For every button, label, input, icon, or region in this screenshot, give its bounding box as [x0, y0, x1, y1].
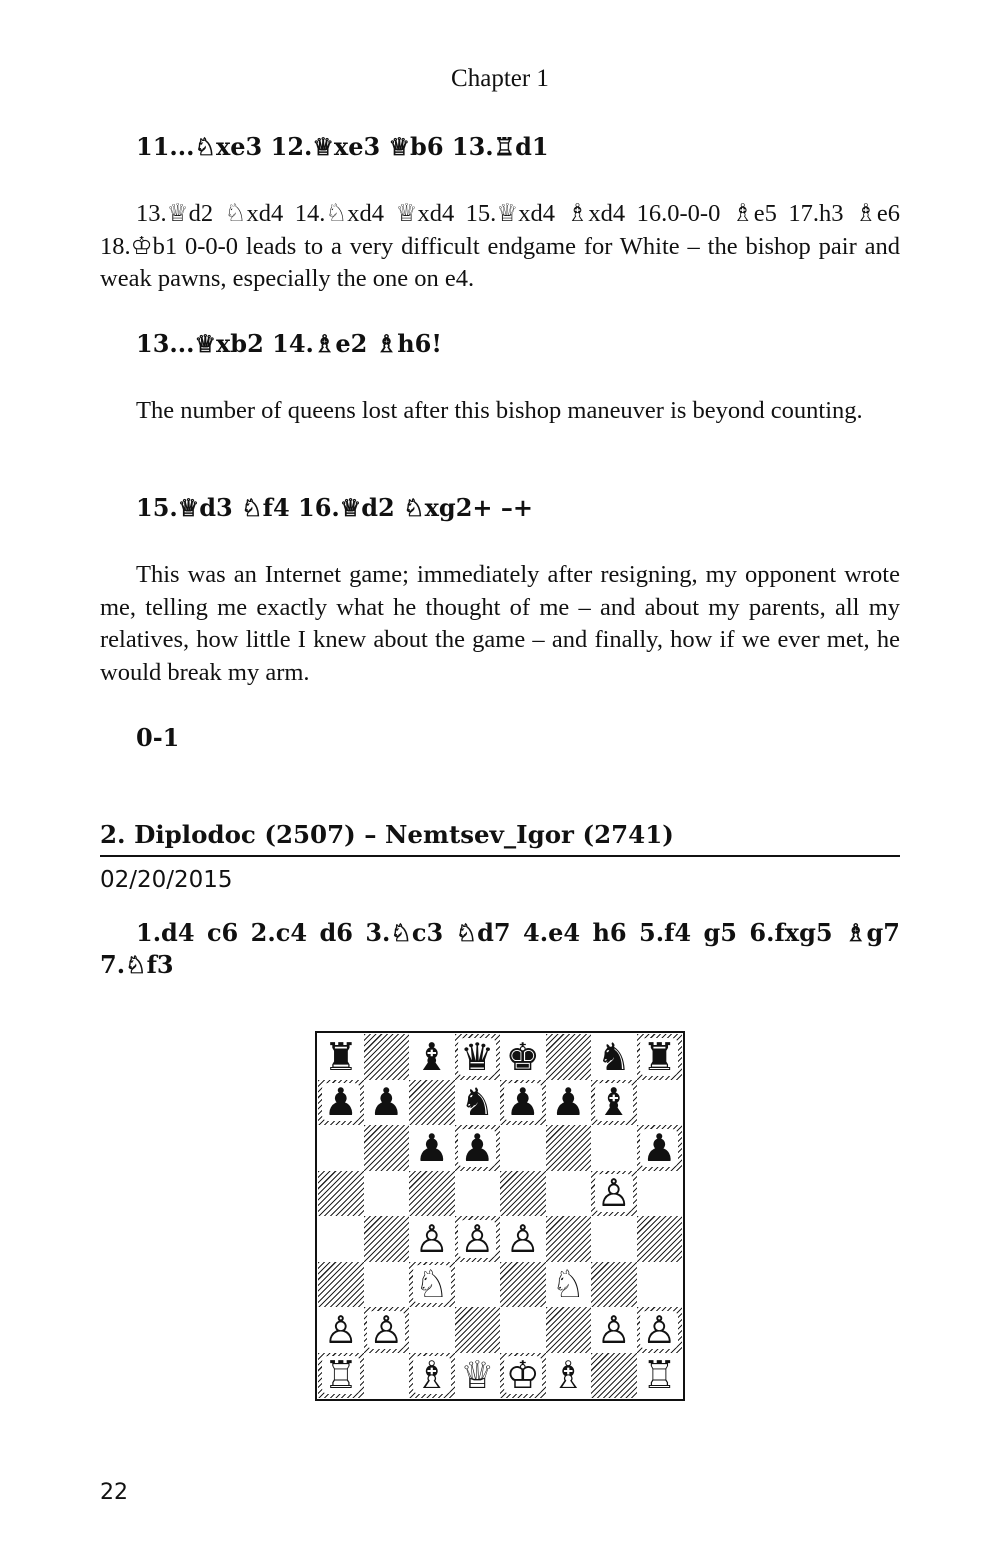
- chess-piece-icon: ♞: [460, 1080, 495, 1125]
- square-h8: [637, 1034, 683, 1080]
- chess-piece-icon: ♚: [505, 1034, 540, 1079]
- square-e5: [500, 1171, 546, 1217]
- square-h4: [637, 1216, 683, 1262]
- chess-piece-icon: ♟: [642, 1125, 677, 1170]
- square-c8: [409, 1034, 455, 1080]
- square-a1: [318, 1353, 364, 1399]
- square-f7: [546, 1080, 592, 1126]
- chess-piece-icon: ♙: [596, 1171, 631, 1216]
- chess-piece-icon: ♙: [460, 1216, 495, 1261]
- square-b7: [364, 1080, 410, 1126]
- square-d6: [455, 1125, 501, 1171]
- square-g6: [591, 1125, 637, 1171]
- square-d1: [455, 1353, 501, 1399]
- chess-diagram: [315, 1031, 685, 1401]
- square-d3: [455, 1262, 501, 1308]
- square-d5: [455, 1171, 501, 1217]
- square-b6: [364, 1125, 410, 1171]
- game-moves: 1.d4 c6 2.c4 d6 3.♘c3 ♘d7 4.e4 h6 5.f4 g5 6.fxg5 ♗g7 7.♘f3: [100, 918, 900, 979]
- square-f1: [546, 1353, 592, 1399]
- chess-piece-icon: ♖: [323, 1353, 358, 1398]
- square-c6: [409, 1125, 455, 1171]
- chess-piece-icon: ♙: [323, 1307, 358, 1352]
- square-f2: [546, 1307, 592, 1353]
- moves-line-3: 15.♕d3 ♘f4 16.♕d2 ♘xg2+ –+: [136, 493, 533, 522]
- square-e7: [500, 1080, 546, 1126]
- square-g2: [591, 1307, 637, 1353]
- square-b4: [364, 1216, 410, 1262]
- chess-piece-icon: ♙: [505, 1216, 540, 1261]
- chapter-header: Chapter 1: [451, 65, 549, 92]
- square-c3: [409, 1262, 455, 1308]
- chess-board: [318, 1034, 682, 1398]
- game-result: 0-1: [136, 723, 180, 752]
- square-e4: [500, 1216, 546, 1262]
- square-a7: [318, 1080, 364, 1126]
- game-title: 2. Diplodoc (2507) – Nemtsev_Igor (2741): [100, 818, 900, 857]
- square-a3: [318, 1262, 364, 1308]
- chess-piece-icon: ♟: [414, 1125, 449, 1170]
- square-f6: [546, 1125, 592, 1171]
- chess-piece-icon: ♛: [460, 1034, 495, 1079]
- square-e1: [500, 1353, 546, 1399]
- square-e3: [500, 1262, 546, 1308]
- chess-piece-icon: ♟: [369, 1080, 404, 1125]
- chess-piece-icon: ♟: [551, 1080, 586, 1125]
- chess-piece-icon: ♘: [551, 1262, 586, 1307]
- square-b8: [364, 1034, 410, 1080]
- square-g3: [591, 1262, 637, 1308]
- square-e2: [500, 1307, 546, 1353]
- square-f8: [546, 1034, 592, 1080]
- square-c4: [409, 1216, 455, 1262]
- square-a8: [318, 1034, 364, 1080]
- square-a4: [318, 1216, 364, 1262]
- chess-piece-icon: ♙: [369, 1307, 404, 1352]
- square-b3: [364, 1262, 410, 1308]
- commentary-paragraph-1: 13.♕d2 ♘xd4 14.♘xd4 ♕xd4 15.♕xd4 ♗xd4 16.0-0-0 ♗e5 17.h3 ♗e6 18.♔b1 0-0-0 leads to a very difficult endgame for White – the bishop pair and weak pawns, especially the one on e4.: [100, 200, 900, 292]
- square-c5: [409, 1171, 455, 1217]
- square-h7: [637, 1080, 683, 1126]
- square-b1: [364, 1353, 410, 1399]
- square-f3: [546, 1262, 592, 1308]
- square-d4: [455, 1216, 501, 1262]
- chess-piece-icon: ♘: [414, 1262, 449, 1307]
- square-a2: [318, 1307, 364, 1353]
- chess-piece-icon: ♙: [414, 1216, 449, 1261]
- square-c7: [409, 1080, 455, 1126]
- square-g7: [591, 1080, 637, 1126]
- chess-piece-icon: ♞: [596, 1034, 631, 1079]
- square-h5: [637, 1171, 683, 1217]
- square-e6: [500, 1125, 546, 1171]
- chess-piece-icon: ♙: [596, 1307, 631, 1352]
- commentary-paragraph-3: This was an Internet game; immediately after resigning, my opponent wrote me, telling me exactly what he thought of me – and about my parents, all my relatives, how little I knew about the game – and finally, how if we ever met, he would break my arm.: [100, 561, 900, 686]
- square-d7: [455, 1080, 501, 1126]
- chess-piece-icon: ♜: [323, 1034, 358, 1079]
- square-c2: [409, 1307, 455, 1353]
- square-g4: [591, 1216, 637, 1262]
- moves-line-1: 11...♘xe3 12.♕xe3 ♕b6 13.♖d1: [136, 132, 549, 161]
- chess-piece-icon: ♟: [323, 1080, 358, 1125]
- chess-piece-icon: ♕: [460, 1353, 495, 1398]
- square-h2: [637, 1307, 683, 1353]
- chess-piece-icon: ♟: [460, 1125, 495, 1170]
- square-a5: [318, 1171, 364, 1217]
- square-f5: [546, 1171, 592, 1217]
- square-b5: [364, 1171, 410, 1217]
- square-g1: [591, 1353, 637, 1399]
- chess-piece-icon: ♝: [596, 1080, 631, 1125]
- page-number: 22: [100, 1480, 128, 1505]
- chess-piece-icon: ♜: [642, 1034, 677, 1079]
- square-e8: [500, 1034, 546, 1080]
- chess-piece-icon: ♔: [505, 1353, 540, 1398]
- moves-line-2: 13...♕xb2 14.♗e2 ♗h6!: [136, 329, 442, 358]
- chess-piece-icon: ♝: [414, 1034, 449, 1079]
- chess-piece-icon: ♙: [642, 1307, 677, 1352]
- square-g5: [591, 1171, 637, 1217]
- chess-piece-icon: ♖: [642, 1353, 677, 1398]
- square-b2: [364, 1307, 410, 1353]
- chess-piece-icon: ♟: [505, 1080, 540, 1125]
- square-h6: [637, 1125, 683, 1171]
- square-d8: [455, 1034, 501, 1080]
- square-h1: [637, 1353, 683, 1399]
- square-f4: [546, 1216, 592, 1262]
- square-a6: [318, 1125, 364, 1171]
- square-d2: [455, 1307, 501, 1353]
- square-g8: [591, 1034, 637, 1080]
- chess-piece-icon: ♗: [414, 1353, 449, 1398]
- square-c1: [409, 1353, 455, 1399]
- square-h3: [637, 1262, 683, 1308]
- game-date: 02/20/2015: [100, 867, 233, 893]
- chess-piece-icon: ♗: [551, 1353, 586, 1398]
- commentary-paragraph-2: The number of queens lost after this bishop maneuver is beyond counting.: [136, 397, 863, 424]
